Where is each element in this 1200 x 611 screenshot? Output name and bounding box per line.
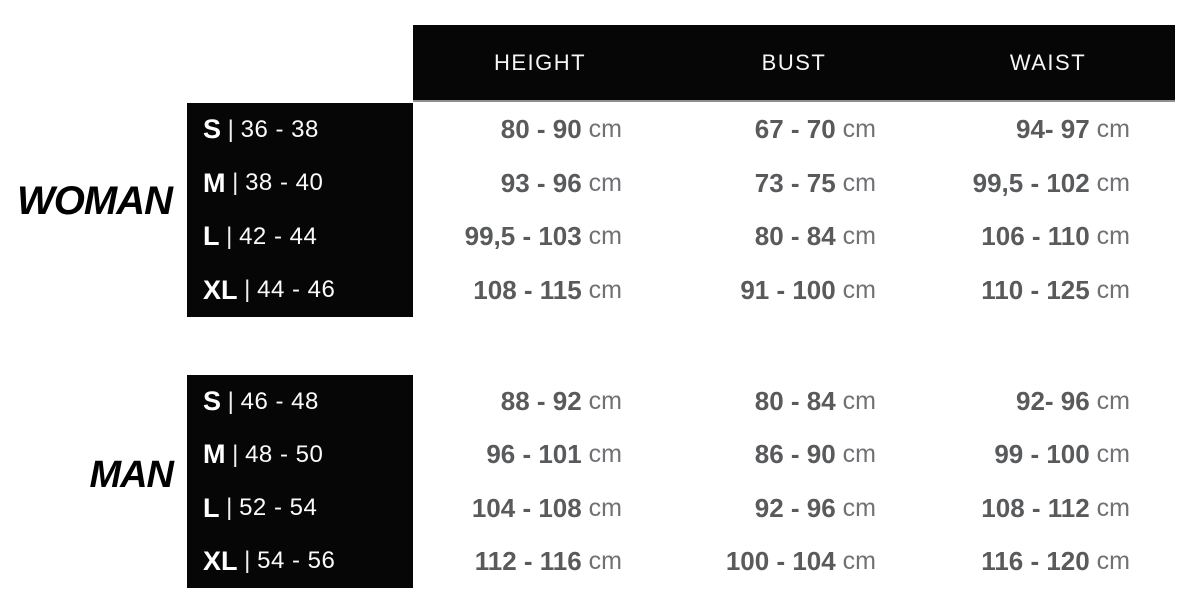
bust-value: 100 - 104 bbox=[725, 545, 836, 576]
size-cell bbox=[187, 157, 413, 211]
column-header-height: HEIGHT bbox=[493, 49, 587, 75]
height-cell bbox=[413, 103, 667, 157]
waist-value: 92- 96 bbox=[1015, 386, 1090, 417]
unit-label: cm bbox=[581, 168, 622, 197]
waist-value: 108 - 112 bbox=[981, 492, 1090, 523]
bust-value: 86 - 90 bbox=[754, 439, 836, 470]
unit-label: cm bbox=[1089, 493, 1130, 522]
bust-value: 80 - 84 bbox=[754, 386, 836, 417]
size-range: 52 - 54 bbox=[239, 494, 318, 522]
bust-cell bbox=[667, 157, 921, 211]
column-header-bust: BUST bbox=[761, 49, 827, 75]
bust-value: 73 - 75 bbox=[754, 167, 836, 198]
size-cell bbox=[187, 103, 413, 157]
height-value: 112 - 116 bbox=[474, 545, 582, 576]
waist-cell bbox=[921, 103, 1175, 157]
unit-label: cm bbox=[581, 115, 622, 144]
size-cell bbox=[187, 210, 413, 264]
size-separator: | bbox=[221, 387, 241, 415]
unit-label: cm bbox=[1089, 546, 1130, 575]
height-cell bbox=[413, 375, 667, 428]
waist-cell bbox=[921, 375, 1175, 428]
waist-cell bbox=[921, 482, 1175, 535]
height-cell bbox=[413, 535, 667, 588]
size-letter: XL bbox=[203, 545, 238, 576]
unit-label: cm bbox=[581, 387, 622, 416]
column-header-waist: WAIST bbox=[1009, 49, 1087, 75]
size-separator: | bbox=[221, 115, 241, 143]
bust-cell bbox=[667, 103, 921, 157]
height-cell bbox=[413, 264, 667, 318]
size-cell bbox=[187, 428, 413, 481]
unit-label: cm bbox=[835, 387, 876, 416]
size-separator: | bbox=[237, 547, 258, 575]
man-size-table bbox=[187, 375, 1175, 588]
waist-value: 116 - 120 bbox=[981, 545, 1090, 576]
bust-value: 67 - 70 bbox=[754, 114, 836, 145]
height-value: 104 - 108 bbox=[471, 492, 582, 523]
waist-value: 110 - 125 bbox=[981, 274, 1090, 305]
height-cell bbox=[413, 210, 667, 264]
size-separator: | bbox=[219, 494, 240, 522]
unit-label: cm bbox=[835, 546, 876, 575]
size-separator: | bbox=[225, 169, 246, 197]
bust-cell bbox=[667, 375, 921, 428]
unit-label: cm bbox=[581, 440, 622, 469]
unit-label: cm bbox=[835, 275, 876, 304]
height-value: 93 - 96 bbox=[500, 167, 582, 198]
unit-label: cm bbox=[581, 222, 622, 251]
size-range: 54 - 56 bbox=[257, 547, 336, 575]
unit-label: cm bbox=[1089, 387, 1130, 416]
size-separator: | bbox=[225, 440, 246, 468]
unit-label: cm bbox=[1089, 115, 1130, 144]
height-value: 88 - 92 bbox=[500, 386, 582, 417]
size-letter: S bbox=[203, 114, 222, 145]
unit-label: cm bbox=[1089, 222, 1130, 251]
size-range: 38 - 40 bbox=[245, 169, 324, 197]
waist-cell bbox=[921, 535, 1175, 588]
bust-value: 92 - 96 bbox=[754, 492, 836, 523]
height-cell bbox=[413, 157, 667, 211]
bust-cell bbox=[667, 428, 921, 481]
waist-value: 99 - 100 bbox=[994, 439, 1090, 470]
unit-label: cm bbox=[581, 493, 622, 522]
height-value: 96 - 101 bbox=[486, 439, 582, 470]
size-cell bbox=[187, 264, 413, 318]
bust-cell bbox=[667, 535, 921, 588]
size-range: 44 - 46 bbox=[257, 276, 336, 304]
section-label-woman: WOMAN bbox=[17, 179, 172, 223]
bust-value: 91 - 100 bbox=[740, 274, 836, 305]
unit-label: cm bbox=[581, 275, 622, 304]
size-letter: M bbox=[203, 439, 226, 470]
unit-label: cm bbox=[1089, 168, 1130, 197]
height-value: 108 - 115 bbox=[473, 274, 582, 305]
waist-cell bbox=[921, 157, 1175, 211]
bust-cell bbox=[667, 210, 921, 264]
size-cell bbox=[187, 482, 413, 535]
unit-label: cm bbox=[581, 546, 622, 575]
size-letter: S bbox=[203, 386, 222, 417]
unit-label: cm bbox=[835, 115, 876, 144]
size-letter: L bbox=[203, 492, 220, 523]
unit-label: cm bbox=[1089, 275, 1130, 304]
waist-cell bbox=[921, 264, 1175, 318]
size-range: 42 - 44 bbox=[239, 222, 318, 250]
waist-value: 94- 97 bbox=[1015, 114, 1090, 145]
height-cell bbox=[413, 428, 667, 481]
size-separator: | bbox=[219, 222, 240, 250]
bust-cell bbox=[667, 264, 921, 318]
unit-label: cm bbox=[835, 440, 876, 469]
woman-size-table bbox=[187, 103, 1175, 317]
unit-label: cm bbox=[1089, 440, 1130, 469]
size-cell bbox=[187, 535, 413, 588]
unit-label: cm bbox=[835, 493, 876, 522]
size-range: 36 - 38 bbox=[240, 115, 319, 143]
size-letter: M bbox=[203, 167, 226, 198]
size-range: 46 - 48 bbox=[240, 387, 319, 415]
table-header bbox=[413, 25, 1175, 102]
section-label-man: MAN bbox=[89, 454, 173, 496]
unit-label: cm bbox=[835, 222, 876, 251]
bust-value: 80 - 84 bbox=[754, 221, 836, 252]
size-letter: XL bbox=[203, 274, 238, 305]
bust-cell bbox=[667, 482, 921, 535]
waist-value: 106 - 110 bbox=[981, 221, 1090, 252]
size-separator: | bbox=[237, 276, 258, 304]
size-letter: L bbox=[203, 221, 220, 252]
height-value: 80 - 90 bbox=[500, 114, 582, 145]
height-value: 99,5 - 103 bbox=[464, 221, 582, 252]
unit-label: cm bbox=[835, 168, 876, 197]
waist-value: 99,5 - 102 bbox=[972, 167, 1090, 198]
size-range: 48 - 50 bbox=[245, 440, 324, 468]
height-cell bbox=[413, 482, 667, 535]
waist-cell bbox=[921, 210, 1175, 264]
waist-cell bbox=[921, 428, 1175, 481]
size-cell bbox=[187, 375, 413, 428]
